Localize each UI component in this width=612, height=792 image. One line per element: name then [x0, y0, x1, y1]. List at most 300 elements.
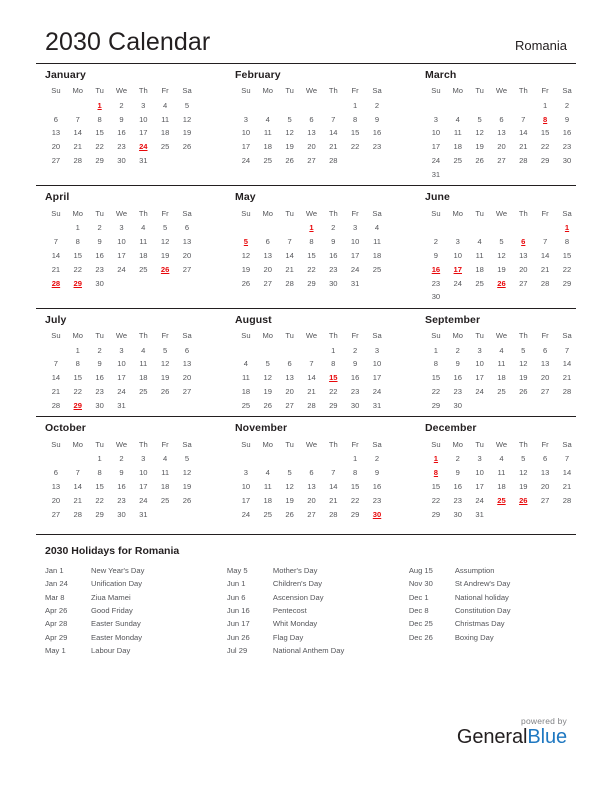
day-cell[interactable]: 21 — [562, 373, 572, 383]
day-cell[interactable]: 5 — [184, 100, 190, 110]
day-cell[interactable]: 4 — [141, 345, 146, 355]
day-cell[interactable]: 16 — [372, 481, 382, 491]
day-cell[interactable]: 26 — [182, 142, 192, 152]
day-cell[interactable]: 20 — [182, 250, 192, 260]
day-cell[interactable]: 7 — [287, 236, 292, 246]
day-cell[interactable]: 24 — [139, 495, 148, 505]
holiday-day-cell[interactable]: 5 — [243, 236, 249, 246]
day-cell[interactable]: 29 — [307, 278, 316, 288]
day-cell[interactable]: 14 — [519, 128, 528, 138]
day-cell[interactable]: 14 — [73, 128, 82, 138]
day-cell[interactable]: 8 — [331, 359, 336, 369]
day-cell[interactable]: 19 — [263, 387, 272, 397]
day-cell[interactable]: 20 — [51, 495, 61, 505]
day-cell[interactable]: 5 — [477, 114, 482, 124]
day-cell[interactable]: 17 — [139, 481, 148, 491]
day-cell[interactable]: 24 — [372, 387, 382, 397]
day-cell[interactable]: 14 — [562, 467, 572, 477]
day-cell[interactable]: 27 — [263, 278, 272, 288]
day-cell[interactable]: 25 — [372, 264, 382, 274]
day-cell[interactable]: 21 — [285, 264, 294, 274]
day-cell[interactable]: 2 — [433, 236, 439, 246]
day-cell[interactable]: 27 — [182, 264, 192, 274]
day-cell[interactable]: 26 — [519, 387, 528, 397]
day-cell[interactable]: 14 — [51, 373, 61, 383]
day-cell[interactable]: 14 — [329, 481, 338, 491]
day-cell[interactable]: 12 — [182, 114, 192, 124]
day-cell[interactable]: 17 — [241, 142, 251, 152]
holiday-day-cell[interactable]: 26 — [497, 278, 506, 288]
holiday-day-cell[interactable]: 16 — [431, 264, 441, 274]
day-cell[interactable]: 20 — [51, 142, 61, 152]
day-cell[interactable]: 27 — [307, 156, 316, 166]
day-cell[interactable]: 22 — [73, 264, 82, 274]
day-cell[interactable]: 25 — [263, 509, 272, 519]
day-cell[interactable]: 13 — [182, 236, 192, 246]
day-cell[interactable]: 9 — [331, 236, 336, 246]
day-cell[interactable]: 19 — [519, 481, 528, 491]
day-cell[interactable]: 17 — [117, 250, 126, 260]
day-cell[interactable]: 21 — [519, 142, 528, 152]
day-cell[interactable]: 2 — [455, 345, 460, 355]
day-cell[interactable]: 9 — [455, 467, 460, 477]
day-cell[interactable]: 27 — [285, 401, 294, 410]
day-cell[interactable]: 22 — [431, 387, 441, 397]
day-cell[interactable]: 12 — [285, 481, 294, 491]
day-cell[interactable]: 16 — [453, 373, 462, 383]
day-cell[interactable]: 13 — [182, 359, 192, 369]
day-cell[interactable]: 28 — [519, 156, 528, 166]
day-cell[interactable]: 23 — [453, 387, 462, 397]
day-cell[interactable]: 29 — [350, 509, 360, 519]
day-cell[interactable]: 3 — [477, 345, 482, 355]
day-cell[interactable]: 22 — [431, 495, 441, 505]
day-cell[interactable]: 17 — [117, 373, 126, 383]
day-cell[interactable]: 28 — [73, 509, 82, 519]
day-cell[interactable]: 12 — [263, 373, 272, 383]
day-cell[interactable]: 8 — [75, 359, 80, 369]
day-cell[interactable]: 15 — [73, 373, 82, 383]
day-cell[interactable]: 31 — [117, 401, 126, 410]
day-cell[interactable]: 1 — [353, 100, 358, 110]
day-cell[interactable]: 8 — [353, 114, 358, 124]
day-cell[interactable]: 19 — [182, 481, 192, 491]
day-cell[interactable]: 1 — [97, 454, 102, 464]
day-cell[interactable]: 13 — [307, 481, 316, 491]
day-cell[interactable]: 30 — [117, 156, 126, 166]
day-cell[interactable]: 22 — [350, 495, 360, 505]
day-cell[interactable]: 9 — [353, 359, 358, 369]
day-cell[interactable]: 31 — [475, 509, 484, 519]
day-cell[interactable]: 27 — [307, 509, 316, 519]
day-cell[interactable]: 25 — [475, 278, 484, 288]
day-cell[interactable]: 9 — [119, 114, 124, 124]
day-cell[interactable]: 16 — [95, 250, 104, 260]
day-cell[interactable]: 6 — [543, 454, 548, 464]
day-cell[interactable]: 12 — [241, 250, 251, 260]
day-cell[interactable]: 3 — [119, 345, 124, 355]
day-cell[interactable]: 12 — [475, 128, 484, 138]
day-cell[interactable]: 4 — [265, 114, 270, 124]
day-cell[interactable]: 25 — [497, 387, 506, 397]
day-cell[interactable]: 16 — [350, 373, 360, 383]
day-cell[interactable]: 1 — [75, 345, 80, 355]
day-cell[interactable]: 11 — [161, 467, 170, 477]
day-cell[interactable]: 11 — [373, 236, 381, 246]
day-cell[interactable]: 24 — [475, 495, 484, 505]
day-cell[interactable]: 18 — [263, 142, 272, 152]
day-cell[interactable]: 18 — [241, 387, 251, 397]
day-cell[interactable]: 21 — [51, 264, 61, 274]
day-cell[interactable]: 19 — [182, 128, 192, 138]
day-cell[interactable]: 2 — [331, 223, 336, 233]
day-cell[interactable]: 22 — [350, 142, 360, 152]
day-cell[interactable]: 23 — [562, 142, 572, 152]
day-cell[interactable]: 24 — [350, 264, 360, 274]
day-cell[interactable]: 11 — [139, 236, 148, 246]
day-cell[interactable]: 8 — [433, 359, 439, 369]
day-cell[interactable]: 16 — [372, 128, 382, 138]
day-cell[interactable]: 19 — [285, 495, 294, 505]
day-cell[interactable]: 19 — [285, 142, 294, 152]
day-cell[interactable]: 6 — [499, 114, 504, 124]
day-cell[interactable]: 9 — [97, 236, 102, 246]
day-cell[interactable]: 21 — [73, 142, 82, 152]
day-cell[interactable]: 2 — [119, 100, 124, 110]
day-cell[interactable]: 24 — [241, 509, 251, 519]
day-cell[interactable]: 7 — [53, 359, 59, 369]
day-cell[interactable]: 6 — [265, 236, 270, 246]
day-cell[interactable]: 2 — [455, 454, 460, 464]
day-cell[interactable]: 18 — [263, 495, 272, 505]
day-cell[interactable]: 15 — [350, 481, 360, 491]
day-cell[interactable]: 4 — [477, 236, 482, 246]
day-cell[interactable]: 21 — [329, 495, 338, 505]
day-cell[interactable]: 3 — [119, 223, 124, 233]
holiday-day-cell[interactable]: 8 — [543, 114, 548, 124]
day-cell[interactable]: 28 — [329, 156, 338, 166]
day-cell[interactable]: 30 — [562, 156, 572, 166]
day-cell[interactable]: 19 — [497, 264, 506, 274]
holiday-day-cell[interactable]: 1 — [97, 100, 102, 110]
day-cell[interactable]: 25 — [160, 495, 170, 505]
day-cell[interactable]: 6 — [53, 114, 59, 124]
day-cell[interactable]: 29 — [540, 156, 550, 166]
day-cell[interactable]: 30 — [95, 401, 104, 410]
holiday-day-cell[interactable]: 26 — [519, 495, 528, 505]
holiday-day-cell[interactable]: 6 — [521, 236, 526, 246]
day-cell[interactable]: 20 — [307, 495, 316, 505]
day-cell[interactable]: 10 — [139, 114, 148, 124]
day-cell[interactable]: 2 — [353, 345, 358, 355]
day-cell[interactable]: 13 — [307, 128, 316, 138]
day-cell[interactable]: 24 — [431, 156, 441, 166]
day-cell[interactable]: 17 — [139, 128, 148, 138]
day-cell[interactable]: 20 — [519, 264, 528, 274]
day-cell[interactable]: 28 — [285, 278, 294, 288]
day-cell[interactable]: 1 — [353, 454, 358, 464]
day-cell[interactable]: 13 — [540, 359, 550, 369]
day-cell[interactable]: 11 — [263, 128, 272, 138]
day-cell[interactable]: 8 — [309, 236, 314, 246]
day-cell[interactable]: 4 — [243, 359, 249, 369]
day-cell[interactable]: 3 — [455, 236, 460, 246]
day-cell[interactable]: 26 — [182, 495, 192, 505]
day-cell[interactable]: 7 — [75, 114, 80, 124]
day-cell[interactable]: 23 — [431, 278, 441, 288]
day-cell[interactable]: 9 — [455, 359, 460, 369]
day-cell[interactable]: 27 — [51, 509, 61, 519]
day-cell[interactable]: 7 — [309, 359, 314, 369]
day-cell[interactable]: 2 — [97, 223, 102, 233]
day-cell[interactable]: 27 — [519, 278, 528, 288]
day-cell[interactable]: 22 — [307, 264, 316, 274]
day-cell[interactable]: 4 — [163, 100, 168, 110]
day-cell[interactable]: 30 — [95, 278, 104, 288]
day-cell[interactable]: 4 — [455, 114, 460, 124]
day-cell[interactable]: 1 — [75, 223, 80, 233]
day-cell[interactable]: 22 — [562, 264, 572, 274]
day-cell[interactable]: 29 — [431, 401, 441, 410]
day-cell[interactable]: 24 — [117, 264, 126, 274]
day-cell[interactable]: 13 — [540, 467, 550, 477]
day-cell[interactable]: 21 — [73, 495, 82, 505]
day-cell[interactable]: 11 — [161, 114, 170, 124]
day-cell[interactable]: 5 — [265, 359, 270, 369]
day-cell[interactable]: 12 — [285, 128, 294, 138]
day-cell[interactable]: 30 — [117, 509, 126, 519]
day-cell[interactable]: 22 — [329, 387, 338, 397]
day-cell[interactable]: 14 — [73, 481, 82, 491]
day-cell[interactable]: 27 — [497, 156, 506, 166]
day-cell[interactable]: 3 — [477, 454, 482, 464]
day-cell[interactable]: 24 — [241, 156, 251, 166]
day-cell[interactable]: 1 — [433, 345, 439, 355]
day-cell[interactable]: 11 — [241, 373, 250, 383]
day-cell[interactable]: 12 — [160, 236, 170, 246]
day-cell[interactable]: 17 — [431, 142, 441, 152]
day-cell[interactable]: 10 — [117, 236, 126, 246]
day-cell[interactable]: 11 — [475, 250, 484, 260]
day-cell[interactable]: 17 — [241, 495, 251, 505]
day-cell[interactable]: 23 — [350, 387, 360, 397]
day-cell[interactable]: 13 — [285, 373, 294, 383]
day-cell[interactable]: 21 — [51, 387, 61, 397]
day-cell[interactable]: 14 — [329, 128, 338, 138]
day-cell[interactable]: 11 — [263, 481, 272, 491]
day-cell[interactable]: 18 — [160, 481, 170, 491]
day-cell[interactable]: 30 — [350, 401, 360, 410]
day-cell[interactable]: 15 — [307, 250, 316, 260]
day-cell[interactable]: 8 — [97, 114, 102, 124]
day-cell[interactable]: 19 — [519, 373, 528, 383]
day-cell[interactable]: 26 — [263, 401, 272, 410]
day-cell[interactable]: 11 — [453, 128, 462, 138]
day-cell[interactable]: 27 — [51, 156, 61, 166]
day-cell[interactable]: 19 — [160, 373, 170, 383]
holiday-day-cell[interactable]: 30 — [372, 509, 382, 519]
day-cell[interactable]: 3 — [243, 467, 249, 477]
day-cell[interactable]: 14 — [307, 373, 316, 383]
day-cell[interactable]: 31 — [431, 170, 441, 179]
holiday-day-cell[interactable]: 26 — [160, 264, 170, 274]
day-cell[interactable]: 29 — [431, 509, 441, 519]
day-cell[interactable]: 3 — [353, 223, 358, 233]
day-cell[interactable]: 3 — [141, 100, 146, 110]
day-cell[interactable]: 11 — [497, 359, 506, 369]
day-cell[interactable]: 18 — [497, 373, 506, 383]
day-cell[interactable]: 25 — [263, 156, 272, 166]
day-cell[interactable]: 28 — [51, 401, 61, 410]
day-cell[interactable]: 13 — [497, 128, 506, 138]
day-cell[interactable]: 8 — [564, 236, 570, 246]
day-cell[interactable]: 7 — [564, 345, 570, 355]
day-cell[interactable]: 29 — [95, 509, 104, 519]
day-cell[interactable]: 30 — [329, 278, 338, 288]
holiday-day-cell[interactable]: 1 — [564, 223, 570, 233]
day-cell[interactable]: 26 — [285, 509, 294, 519]
day-cell[interactable]: 26 — [285, 156, 294, 166]
day-cell[interactable]: 25 — [139, 264, 148, 274]
day-cell[interactable]: 12 — [160, 359, 170, 369]
day-cell[interactable]: 18 — [497, 481, 506, 491]
day-cell[interactable]: 28 — [329, 509, 338, 519]
day-cell[interactable]: 5 — [163, 223, 168, 233]
day-cell[interactable]: 16 — [329, 250, 338, 260]
day-cell[interactable]: 30 — [453, 509, 462, 519]
day-cell[interactable]: 31 — [139, 509, 148, 519]
day-cell[interactable]: 23 — [372, 495, 382, 505]
day-cell[interactable]: 15 — [540, 128, 550, 138]
day-cell[interactable]: 17 — [475, 373, 484, 383]
day-cell[interactable]: 7 — [543, 236, 548, 246]
day-cell[interactable]: 31 — [139, 156, 148, 166]
day-cell[interactable]: 25 — [139, 387, 148, 397]
day-cell[interactable]: 6 — [287, 359, 292, 369]
day-cell[interactable]: 8 — [353, 467, 358, 477]
day-cell[interactable]: 15 — [95, 481, 104, 491]
holiday-day-cell[interactable]: 29 — [73, 401, 82, 410]
holiday-day-cell[interactable]: 28 — [51, 278, 61, 288]
day-cell[interactable]: 26 — [241, 278, 251, 288]
day-cell[interactable]: 10 — [475, 359, 484, 369]
day-cell[interactable]: 5 — [499, 236, 504, 246]
day-cell[interactable]: 20 — [285, 387, 294, 397]
day-cell[interactable]: 1 — [331, 345, 336, 355]
day-cell[interactable]: 18 — [139, 373, 148, 383]
day-cell[interactable]: 24 — [117, 387, 126, 397]
day-cell[interactable]: 20 — [540, 481, 550, 491]
day-cell[interactable]: 1 — [543, 100, 548, 110]
day-cell[interactable]: 7 — [331, 467, 336, 477]
day-cell[interactable]: 7 — [564, 454, 570, 464]
day-cell[interactable]: 3 — [433, 114, 439, 124]
day-cell[interactable]: 18 — [453, 142, 462, 152]
day-cell[interactable]: 10 — [372, 359, 382, 369]
day-cell[interactable]: 16 — [117, 128, 126, 138]
day-cell[interactable]: 9 — [97, 359, 102, 369]
day-cell[interactable]: 8 — [97, 467, 102, 477]
day-cell[interactable]: 27 — [182, 387, 192, 397]
day-cell[interactable]: 31 — [350, 278, 360, 288]
day-cell[interactable]: 6 — [309, 467, 314, 477]
day-cell[interactable]: 19 — [475, 142, 484, 152]
day-cell[interactable]: 23 — [117, 495, 126, 505]
day-cell[interactable]: 27 — [540, 495, 550, 505]
day-cell[interactable]: 23 — [329, 264, 338, 274]
day-cell[interactable]: 16 — [117, 481, 126, 491]
day-cell[interactable]: 21 — [307, 387, 316, 397]
day-cell[interactable]: 22 — [540, 142, 550, 152]
day-cell[interactable]: 20 — [263, 264, 272, 274]
day-cell[interactable]: 20 — [307, 142, 316, 152]
day-cell[interactable]: 29 — [562, 278, 572, 288]
day-cell[interactable]: 27 — [540, 387, 550, 397]
day-cell[interactable]: 20 — [497, 142, 506, 152]
day-cell[interactable]: 20 — [540, 373, 550, 383]
day-cell[interactable]: 10 — [350, 236, 360, 246]
day-cell[interactable]: 14 — [562, 359, 572, 369]
day-cell[interactable]: 5 — [287, 114, 292, 124]
day-cell[interactable]: 6 — [184, 345, 190, 355]
day-cell[interactable]: 4 — [374, 223, 380, 233]
day-cell[interactable]: 6 — [543, 345, 548, 355]
day-cell[interactable]: 7 — [521, 114, 526, 124]
day-cell[interactable]: 16 — [562, 128, 572, 138]
day-cell[interactable]: 12 — [519, 359, 528, 369]
day-cell[interactable]: 29 — [329, 401, 338, 410]
day-cell[interactable]: 24 — [453, 278, 462, 288]
day-cell[interactable]: 4 — [141, 223, 146, 233]
day-cell[interactable]: 23 — [95, 264, 104, 274]
day-cell[interactable]: 7 — [331, 114, 336, 124]
day-cell[interactable]: 12 — [519, 467, 528, 477]
day-cell[interactable]: 17 — [475, 481, 484, 491]
day-cell[interactable]: 28 — [562, 495, 572, 505]
day-cell[interactable]: 22 — [95, 142, 104, 152]
day-cell[interactable]: 4 — [163, 454, 168, 464]
day-cell[interactable]: 5 — [521, 345, 526, 355]
day-cell[interactable]: 10 — [139, 467, 148, 477]
day-cell[interactable]: 13 — [51, 128, 61, 138]
day-cell[interactable]: 3 — [374, 345, 380, 355]
day-cell[interactable]: 25 — [453, 156, 462, 166]
day-cell[interactable]: 17 — [350, 250, 360, 260]
day-cell[interactable]: 9 — [119, 467, 124, 477]
day-cell[interactable]: 14 — [540, 250, 550, 260]
day-cell[interactable]: 15 — [431, 481, 441, 491]
day-cell[interactable]: 9 — [374, 467, 380, 477]
day-cell[interactable]: 10 — [241, 481, 251, 491]
day-cell[interactable]: 15 — [431, 373, 441, 383]
day-cell[interactable]: 5 — [287, 467, 292, 477]
day-cell[interactable]: 7 — [75, 467, 80, 477]
day-cell[interactable]: 20 — [182, 373, 192, 383]
day-cell[interactable]: 13 — [51, 481, 61, 491]
day-cell[interactable]: 19 — [160, 250, 170, 260]
day-cell[interactable]: 12 — [497, 250, 506, 260]
day-cell[interactable]: 16 — [95, 373, 104, 383]
day-cell[interactable]: 18 — [160, 128, 170, 138]
day-cell[interactable]: 9 — [374, 114, 380, 124]
day-cell[interactable]: 5 — [521, 454, 526, 464]
day-cell[interactable]: 4 — [499, 345, 504, 355]
day-cell[interactable]: 28 — [540, 278, 550, 288]
day-cell[interactable]: 7 — [53, 236, 59, 246]
day-cell[interactable]: 10 — [475, 467, 484, 477]
day-cell[interactable]: 29 — [95, 156, 104, 166]
day-cell[interactable]: 5 — [163, 345, 168, 355]
